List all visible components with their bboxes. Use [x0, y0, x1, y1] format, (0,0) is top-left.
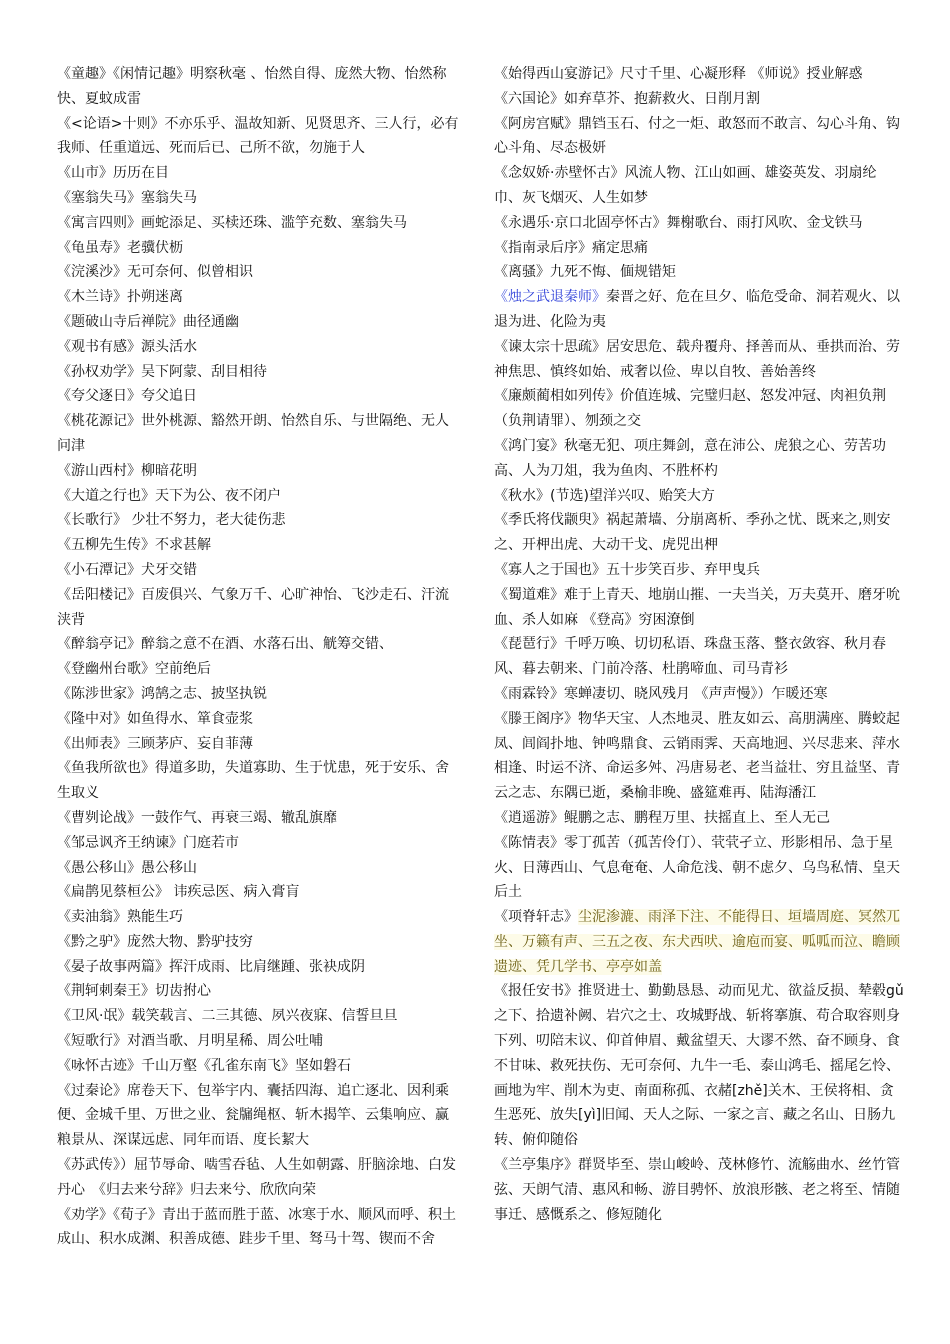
- idiom-entry: [57, 856, 460, 881]
- entry-text: 《秋水》(节选)望洋兴叹、贻笑大方: [494, 487, 715, 504]
- idiom-entry: [57, 533, 460, 558]
- idiom-entry: [494, 384, 904, 434]
- idiom-entry: [57, 831, 460, 856]
- idiom-entry: [57, 508, 460, 533]
- entry-text: 《岳阳楼记》百废俱兴、气象万千、心旷神怡、飞沙走石、汗流浃背: [57, 586, 449, 628]
- idiom-entry: [494, 707, 904, 806]
- entry-text: 《扁鹊见蔡桓公》 讳疾忌医、病入膏肓: [57, 884, 300, 901]
- entry-text: 《季氏将伐颛臾》祸起萧墙、分崩离析、季孙之忧、既来之,则安之、开柙出虎、大动干戈、虎兕出柙: [494, 512, 891, 554]
- entry-text: 《念奴娇·赤壁怀古》风流人物、江山如画、雄姿英发、羽扇纶巾、灰飞烟灭、人生如梦: [494, 165, 877, 206]
- entry-text: 《小石潭记》犬牙交错: [57, 561, 197, 578]
- idiom-entry: [494, 558, 904, 583]
- idiom-entry: [57, 1054, 460, 1079]
- entry-text: 《游山西村》柳暗花明: [57, 462, 197, 479]
- right-column: [494, 62, 904, 1227]
- entry-text: 《隆中对》如鱼得水、箪食壶浆: [57, 710, 253, 727]
- entry-text: 《始得西山宴游记》尺寸千里、心凝形释 《师说》授业解惑: [494, 66, 863, 82]
- entry-text: 《寓言四则》画蛇添足、买椟还珠、滥竽充数、塞翁失马: [57, 214, 407, 231]
- entry-text: 《<论语>十则》不亦乐乎、温故知新、见贤思齐、三人行，必有我师、任重道远、死而后已、己所不欲，勿施于人: [57, 115, 459, 157]
- entry-text: 《寡人之于国也》五十步笑百步、弃甲曳兵: [494, 561, 760, 578]
- entry-text: 《陈涉世家》鸿鹄之志、披坚执锐: [57, 685, 267, 702]
- idiom-entry: [494, 87, 904, 112]
- entry-text: 《谏太宗十思疏》居安思危、载舟覆舟、择善而从、垂拱而治、劳神焦思、慎终如始、戒奢以俭、卑以自牧、善始善终: [494, 338, 900, 380]
- entry-text: 《滕王阁序》物华天宝、人杰地灵、胜友如云、高朋满座、腾蛟起凤、闾阎扑地、钟鸣鼎食、云销雨霁、天高地迥、兴尽悲来、萍水相逢、时运不济、命运多舛、冯唐易老、老当益壮、穷且益坚、青云之志、东隅已逝，桑榆非晚、盛筵难再、陆海潘江: [494, 710, 900, 802]
- entry-text: 《陈情表》零丁孤苦（孤苦伶仃）、茕茕孑立、形影相吊、急于星火、日薄西山、气息奄奄、人命危浅、朝不虑夕、乌鸟私情、皇天后土: [494, 834, 900, 901]
- idiom-entry: [57, 384, 460, 409]
- idiom-entry: [494, 434, 904, 484]
- idiom-entry: [57, 1203, 460, 1253]
- idiom-entry: [57, 1029, 460, 1054]
- entry-text: 《指南录后序》痛定思痛: [494, 239, 648, 256]
- idiom-entry: [57, 1153, 460, 1203]
- idiom-entry: [494, 211, 904, 236]
- idiom-entry: [57, 1079, 460, 1153]
- idiom-entry: [57, 161, 460, 186]
- idiom-entry: [57, 806, 460, 831]
- idiom-entry: [57, 632, 460, 657]
- idiom-entry: [494, 484, 904, 509]
- highlighted-text: 尘泥渗漉、雨泽下注、不能得日、垣墙周庭、冥然兀坐、万籁有声、三五之夜、东犬西吠、逾庖而宴、呱呱而泣、瞻顾遗迹、凭几学书、亭亭如盖: [494, 909, 900, 975]
- entry-text: 《桃花源记》世外桃源、豁然开朗、怡然自乐、与世隔绝、无人问津: [57, 413, 449, 454]
- idiom-entry: [57, 62, 460, 112]
- idiom-entry: [57, 682, 460, 707]
- idiom-entry: [57, 260, 460, 285]
- idiom-entry: [57, 657, 460, 682]
- idiom-entry: [57, 360, 460, 385]
- entry-text: 《龟虽寿》老骥伏枥: [57, 239, 183, 256]
- entry-text: 《项脊轩志》: [494, 909, 578, 926]
- entry-text: 《过秦论》席卷天下、包举宇内、囊括四海、追亡逐北、因利乘便、金城千里、万世之业、瓮牖绳枢、斩木揭竿、云集响应、赢粮景从、深谋远虑、同年而语、度长絜大: [57, 1082, 449, 1149]
- idiom-entry: [57, 409, 460, 459]
- entry-text: 《离骚》九死不悔、偭规错矩: [494, 264, 676, 281]
- entry-text: 《鱼我所欲也》得道多助，失道寡助、生于忧患，死于安乐、舍生取义: [57, 760, 449, 802]
- entry-text: 《蜀道难》难于上青天、地崩山摧、一夫当关，万夫莫开、磨牙吮血、杀人如麻 《登高》穷困潦倒: [494, 586, 900, 628]
- entry-text: 《童趣》《闲情记趣》明察秋毫 、怡然自得、庞然大物、怡然称快、夏蚊成雷: [57, 66, 447, 107]
- idiom-entry: [494, 979, 904, 1153]
- idiom-entry: [494, 1153, 904, 1227]
- entry-text: 《题破山寺后禅院》曲径通幽: [57, 313, 239, 330]
- idiom-entry: [57, 732, 460, 757]
- entry-text: 《琵琶行》千呼万唤、切切私语、珠盘玉落、整衣敛容、秋月春风、暮去朝来、门前冷落、杜鹃啼血、司马青衫: [494, 636, 886, 678]
- idiom-entry: [57, 558, 460, 583]
- idiom-entry: [57, 707, 460, 732]
- entry-text: 秦晋之好、危在旦夕、临危受命、洞若观火、以退为进、化险为夷: [494, 289, 900, 330]
- idiom-entry: [57, 186, 460, 211]
- entry-text: 《山市》历历在目: [57, 165, 169, 182]
- entry-text: 《卫风·氓》载笑载言、二三其德、夙兴夜寐、信誓旦旦: [57, 1008, 398, 1025]
- entry-text: 《黔之驴》庞然大物、黔驴技穷: [57, 933, 253, 950]
- entry-text: 《逍遥游》鲲鹏之志、鹏程万里、扶摇直上、至人无己: [494, 809, 830, 826]
- entry-text: 《永遇乐·京口北固亭怀古》舞榭歌台、雨打风吹、金戈铁马: [494, 214, 863, 231]
- idiom-entry: [494, 831, 904, 905]
- entry-text: 《荆轲刺秦王》切齿拊心: [57, 983, 211, 1000]
- entry-text: 《长歌行》 少壮不努力，老大徒伤悲: [57, 512, 286, 529]
- entry-text: 《浣溪沙》无可奈何、似曾相识: [57, 264, 253, 281]
- entry-text: 《大道之行也》天下为公、夜不闭户: [57, 487, 281, 504]
- idiom-entry: [57, 979, 460, 1004]
- entry-text: 《塞翁失马》塞翁失马: [57, 189, 197, 206]
- idiom-entry: [494, 682, 904, 707]
- idiom-entry: [494, 583, 904, 633]
- idiom-entry: [57, 905, 460, 930]
- idiom-entry: [57, 310, 460, 335]
- idiom-entry: [494, 62, 904, 87]
- entry-text: 《劝学》《荀子》青出于蓝而胜于蓝、冰寒于水、顺风而呼、积土成山、积水成渊、积善成德、跬步千里、驽马十驾、锲而不舍: [57, 1206, 456, 1248]
- entry-text: 《廉颇蔺相如列传》价值连城、完璧归赵、怒发冲冠、肉袒负荆（负荆请罪）、刎颈之交: [494, 388, 886, 430]
- idiom-entry: [57, 285, 460, 310]
- entry-text: 《出师表》三顾茅庐、妄自菲薄: [57, 735, 253, 752]
- idiom-entry: [57, 583, 460, 633]
- idiom-entry: [57, 756, 460, 806]
- idiom-entry: [494, 508, 904, 558]
- entry-text: 《观书有感》源头活水: [57, 338, 197, 355]
- idiom-entry: [57, 1004, 460, 1029]
- idiom-entry: [57, 880, 460, 905]
- entry-text: 《咏怀古迹》千山万壑《孔雀东南飞》坚如磐石: [57, 1057, 351, 1074]
- entry-text: 《卖油翁》熟能生巧: [57, 909, 183, 926]
- idiom-entry: [494, 632, 904, 682]
- entry-text: 《五柳先生传》不求甚解: [57, 537, 211, 554]
- entry-text: 《木兰诗》扑朔迷离: [57, 289, 183, 306]
- idiom-entry: [57, 484, 460, 509]
- entry-text: 《曹刿论战》一鼓作气、再衰三竭、辙乱旗靡: [57, 809, 337, 826]
- left-column: [57, 62, 460, 1252]
- work-title-link[interactable]: 《烛之武退秦师》: [494, 289, 606, 306]
- entry-text: 《报任安书》推贤进士、勤勤恳恳、动而见尤、欲益反损、辇毂gǔ之下、拾遗补阙、岩穴之士、攻城野战、斩将搴旗、苟合取容则身下列、叨陪末议、仰首伸眉、戴盆望天、大谬不然、奋不顾身、食不甘味、救死扶伤、无可奈何、九牛一毛、泰山鸿毛、摇尾乞怜、画地为牢、削木为吏、南面称孤、衣赭[zhě]关木、王侯将相、贪生恶死、放失[yì]旧闻、天人之际、一家之言、藏之名山、日肠九转、俯仰随俗: [494, 983, 904, 1149]
- idiom-entry: [57, 112, 460, 162]
- entry-text: 《愚公移山》愚公移山: [57, 859, 197, 876]
- idiom-entry: [494, 112, 904, 162]
- entry-text: 《苏武传》）屈节辱命、啮雪吞毡、人生如朝露、肝脑涂地、白发丹心 《归去来兮辞》归去来兮、欣欣向荣: [57, 1157, 456, 1198]
- entry-text: 《阿房宫赋》鼎铛玉石、付之一炬、敢怒而不敢言、勾心斗角、钩心斗角、尽态极妍: [494, 115, 900, 157]
- entry-text: 《邹忌讽齐王纳谏》门庭若市: [57, 834, 239, 851]
- entry-text: 《夸父逐日》夸父追日: [57, 388, 197, 405]
- idiom-entry: [494, 260, 904, 285]
- entry-text: 《雨霖铃》寒蝉凄切、晓风残月 《声声慢》）乍暖还寒: [494, 685, 828, 702]
- idiom-entry: [57, 211, 460, 236]
- entry-text: 《晏子故事两篇》挥汗成雨、比肩继踵、张袂成阴: [57, 958, 365, 975]
- idiom-entry: [57, 459, 460, 484]
- entry-text: 《登幽州台歌》空前绝后: [57, 661, 211, 678]
- idiom-entry: [57, 930, 460, 955]
- entry-text: 《鸿门宴》秋毫无犯、项庄舞剑，意在沛公、虎狼之心、劳苦功高、人为刀俎，我为鱼肉、不胜杯杓: [494, 437, 886, 479]
- idiom-entry: [494, 905, 904, 979]
- idiom-entry: [494, 335, 904, 385]
- idiom-entry: [494, 285, 904, 335]
- idiom-entry: [494, 161, 904, 211]
- idiom-entry: [57, 955, 460, 980]
- entry-text: 《孙权劝学》吴下阿蒙、刮目相待: [57, 363, 267, 380]
- idiom-entry: [57, 236, 460, 261]
- entry-text: 《醉翁亭记》醉翁之意不在酒、水落石出、觥筹交错、: [57, 636, 393, 653]
- entry-text: 《短歌行》对酒当歌、月明星稀、周公吐哺: [57, 1033, 323, 1050]
- entry-text: 《六国论》如弃草芥、抱薪救火、日削月割: [494, 90, 760, 107]
- idiom-entry: [57, 335, 460, 360]
- idiom-entry: [494, 236, 904, 261]
- entry-text: 《兰亭集序》群贤毕至、崇山峻岭、茂林修竹、流觞曲水、丝竹管弦、天朗气清、惠风和畅、游目骋怀、放浪形骸、老之将至、情随事迁、感慨系之、修短随化: [494, 1157, 900, 1223]
- idiom-entry: [494, 806, 904, 831]
